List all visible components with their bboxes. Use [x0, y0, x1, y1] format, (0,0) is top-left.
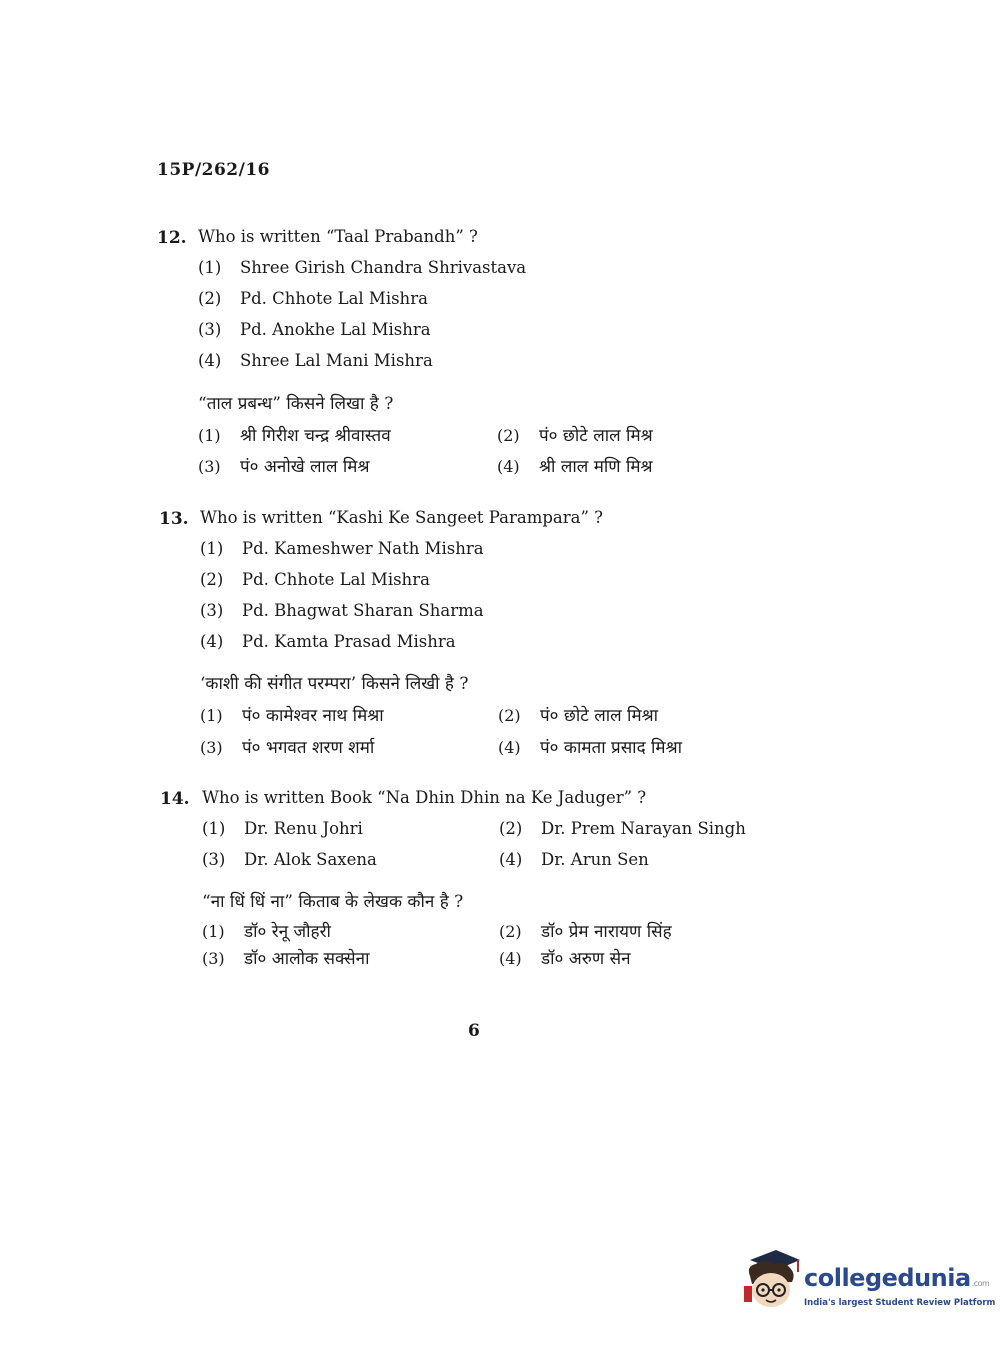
option-number: (4): [498, 738, 521, 757]
student-mascot-icon: [742, 1246, 802, 1312]
page-number: 6: [468, 1021, 480, 1041]
option-text: Shree Lal Mani Mishra: [240, 351, 433, 370]
hindi-question-text: ‘काशी की संगीत परम्परा’ किसने लिखी है ?: [200, 674, 469, 694]
option-text: Dr. Alok Saxena: [244, 850, 377, 869]
hindi-question-text: “ताल प्रबन्ध” किसने लिखा है ?: [198, 394, 394, 414]
option-text: Pd. Chhote Lal Mishra: [240, 289, 428, 308]
option-number: (4): [198, 351, 222, 370]
option-number: (3): [202, 850, 226, 869]
hindi-option-2: [498, 703, 658, 726]
option-number: (1): [202, 819, 226, 838]
option-number: (4): [497, 457, 520, 476]
option-text: Pd. Bhagwat Sharan Sharma: [242, 601, 484, 620]
paper-code: 15P/262/16: [157, 160, 271, 180]
option-number: (1): [198, 258, 222, 277]
option-text: Dr. Prem Narayan Singh: [541, 819, 746, 838]
question-number: 13.: [159, 509, 189, 529]
option-text: पं० भगवत शरण शर्मा: [242, 738, 375, 758]
option-number: (2): [498, 706, 521, 725]
option-text: Pd. Chhote Lal Mishra: [242, 570, 430, 589]
option-text: Pd. Anokhe Lal Mishra: [240, 320, 431, 339]
hindi-question-text: “ना धिं धिं ना” किताब के लेखक कौन है ?: [202, 892, 464, 912]
option-text: Dr. Renu Johri: [244, 819, 363, 838]
brand-suffix: .com: [971, 1279, 990, 1288]
option-2: [200, 570, 430, 589]
hindi-option-2: [497, 423, 653, 446]
option-text: Dr. Arun Sen: [541, 850, 649, 869]
hindi-option-3: [198, 454, 370, 477]
option-4: [200, 632, 456, 651]
option-2: [499, 819, 746, 838]
option-number: (1): [200, 539, 224, 558]
question-number: 14.: [160, 789, 190, 809]
option-2: [198, 289, 428, 308]
option-number: (3): [202, 949, 225, 968]
question-text: Who is written “Taal Prabandh” ?: [198, 227, 478, 246]
option-number: (1): [198, 426, 221, 445]
option-number: (4): [200, 632, 224, 651]
option-text: डॉ० आलोक सक्सेना: [244, 949, 370, 969]
option-number: (3): [198, 457, 221, 476]
option-text: पं० छोटे लाल मिश्र: [539, 426, 653, 446]
hindi-option-1: [202, 919, 331, 942]
hindi-option-1: [198, 423, 391, 446]
option-text: श्री लाल मणि मिश्र: [539, 457, 653, 477]
option-number: (1): [200, 706, 223, 725]
question-number: 12.: [157, 228, 187, 248]
option-text: श्री गिरीश चन्द्र श्रीवास्तव: [240, 426, 391, 446]
option-number: (1): [202, 922, 225, 941]
option-1: [198, 258, 526, 277]
collegedunia-watermark: [742, 1246, 996, 1316]
option-number: (4): [499, 850, 523, 869]
hindi-option-4: [497, 454, 653, 477]
option-text: पं० अनोखे लाल मिश्र: [240, 457, 370, 477]
option-number: (3): [200, 601, 224, 620]
option-number: (4): [499, 949, 522, 968]
hindi-option-4: [498, 735, 682, 758]
option-text: Shree Girish Chandra Shrivastava: [240, 258, 527, 277]
option-number: (2): [499, 922, 522, 941]
option-1: [200, 539, 484, 558]
option-4: [499, 850, 649, 869]
option-3: [198, 320, 431, 339]
option-text: डॉ० रेनू जौहरी: [244, 922, 331, 942]
option-number: (3): [200, 738, 223, 757]
option-3: [202, 850, 377, 869]
option-number: (3): [198, 320, 222, 339]
brand-name: [804, 1264, 989, 1292]
hindi-option-1: [200, 703, 384, 726]
option-3: [200, 601, 484, 620]
option-text: Pd. Kamta Prasad Mishra: [242, 632, 456, 651]
hindi-option-4: [499, 946, 631, 969]
hindi-option-3: [202, 946, 370, 969]
hindi-option-3: [200, 735, 374, 758]
brand-text: collegedunia: [804, 1264, 971, 1292]
option-text: डॉ० अरुण सेन: [541, 949, 631, 969]
brand-tagline: India's largest Student Review Platform: [804, 1298, 996, 1308]
option-text: पं० छोटे लाल मिश्रा: [540, 706, 659, 726]
option-4: [198, 351, 433, 370]
question-text: Who is written Book “Na Dhin Dhin na Ke Jaduger” ?: [202, 788, 647, 807]
option-number: (2): [198, 289, 222, 308]
option-text: पं० कामता प्रसाद मिश्रा: [540, 738, 683, 758]
option-text: पं० कामेश्वर नाथ मिश्रा: [242, 706, 384, 726]
option-1: [202, 819, 363, 838]
option-number: (2): [499, 819, 523, 838]
option-text: Pd. Kameshwer Nath Mishra: [242, 539, 484, 558]
hindi-option-2: [499, 919, 672, 942]
option-number: (2): [497, 426, 520, 445]
option-text: डॉ० प्रेम नारायण सिंह: [541, 922, 672, 942]
option-number: (2): [200, 570, 224, 589]
question-text: Who is written “Kashi Ke Sangeet Parampara” ?: [200, 508, 604, 527]
